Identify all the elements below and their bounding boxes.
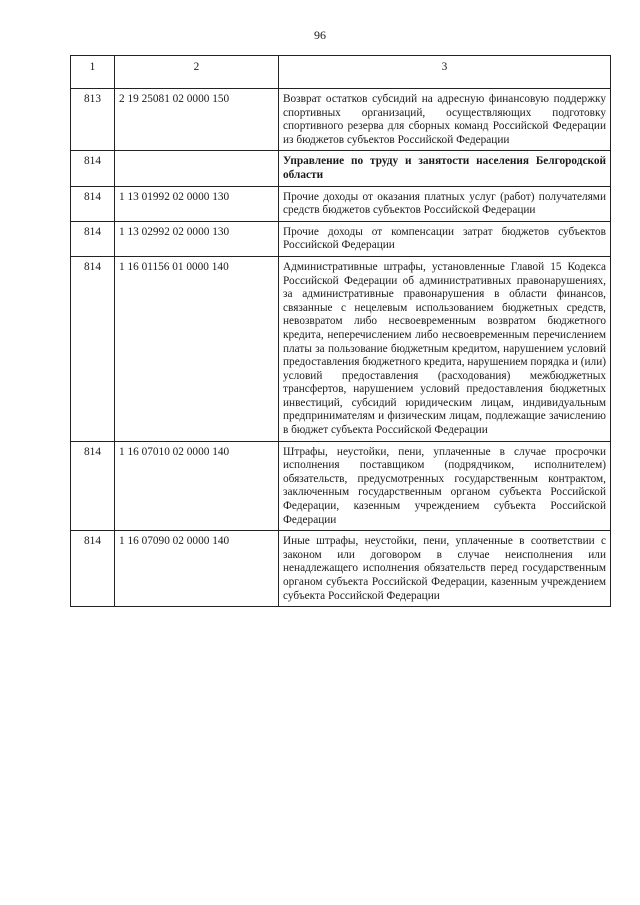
budget-code-cell: 1 13 01992 02 0000 130 [115, 186, 279, 221]
admin-code-cell: 814 [71, 186, 115, 221]
admin-code-cell: 814 [71, 221, 115, 256]
admin-code-cell: 814 [71, 151, 115, 186]
table-row [71, 151, 611, 186]
page-number: 96 [314, 28, 326, 42]
table-row [71, 186, 611, 221]
admin-code-cell: 814 [71, 531, 115, 607]
description-cell: Прочие доходы от компенсации затрат бюджетов субъектов Российской Федерации [279, 221, 611, 256]
column-header-1: 1 [71, 56, 115, 89]
description-cell: Прочие доходы от оказания платных услуг (работ) получателями средств бюджетов субъектов Российской Федерации [279, 186, 611, 221]
table-row [71, 89, 611, 151]
budget-code-cell: 1 13 02992 02 0000 130 [115, 221, 279, 256]
table-header-row [71, 56, 611, 89]
budget-code-cell: 1 16 07090 02 0000 140 [115, 531, 279, 607]
description-cell: Иные штрафы, неустойки, пени, уплаченные в соответствии с законом или договором в случае неисполнения или ненадлежащего исполнения обязательств перед государственным органом субъекта Российской Федерации, казенным учреждением субъекта Российской Федерации [279, 531, 611, 607]
description-cell: Возврат остатков субсидий на адресную финансовую поддержку спортивных организаций, осуществляющих подготовку спортивного резерва для сборных команд Российской Федерации из бюджетов субъектов Российской Федерации [279, 89, 611, 151]
table-row [71, 221, 611, 256]
budget-code-cell: 1 16 01156 01 0000 140 [115, 256, 279, 441]
description-cell: Штрафы, неустойки, пени, уплаченные в случае просрочки исполнения поставщиком (подрядчиком, исполнителем) обязательств, предусмотренных государственным контрактом, заключенным государственным органом субъекта Российской Федерации, казенным учреждением субъекта Российской Федерации [279, 441, 611, 531]
budget-code-cell: 1 16 07010 02 0000 140 [115, 441, 279, 531]
column-header-2: 2 [115, 56, 279, 89]
table-row [71, 256, 611, 441]
table-row [71, 441, 611, 531]
admin-code-cell: 814 [71, 441, 115, 531]
budget-code-cell: 2 19 25081 02 0000 150 [115, 89, 279, 151]
description-cell: Административные штрафы, установленные Главой 15 Кодекса Российской Федерации об административных правонарушениях, за административные правонарушения в области финансов, связанные с нецелевым использованием бюджетных средств, невозвратом либо несвоевременным возвратом бюджетного кредита, неперечислением либо несвоевременным перечислением платы за пользование бюджетным кредитом, нарушением условий предоставления бюджетного кредита, нарушением порядка и (или) условий предоставления (расходования) межбюджетных трансфертов, нарушением условий предоставления бюджетных инвестиций, субсидий юридическим лицам, индивидуальным предпринимателям и физическим лицам, подлежащие зачислению в бюджет субъекта Российской Федерации [279, 256, 611, 441]
budget-code-cell [115, 151, 279, 186]
description-cell: Управление по труду и занятости населения Белгородской области [279, 151, 611, 186]
column-header-3: 3 [279, 56, 611, 89]
admin-code-cell: 814 [71, 256, 115, 441]
table-row [71, 531, 611, 607]
admin-code-cell: 813 [71, 89, 115, 151]
budget-codes-table [70, 55, 611, 607]
